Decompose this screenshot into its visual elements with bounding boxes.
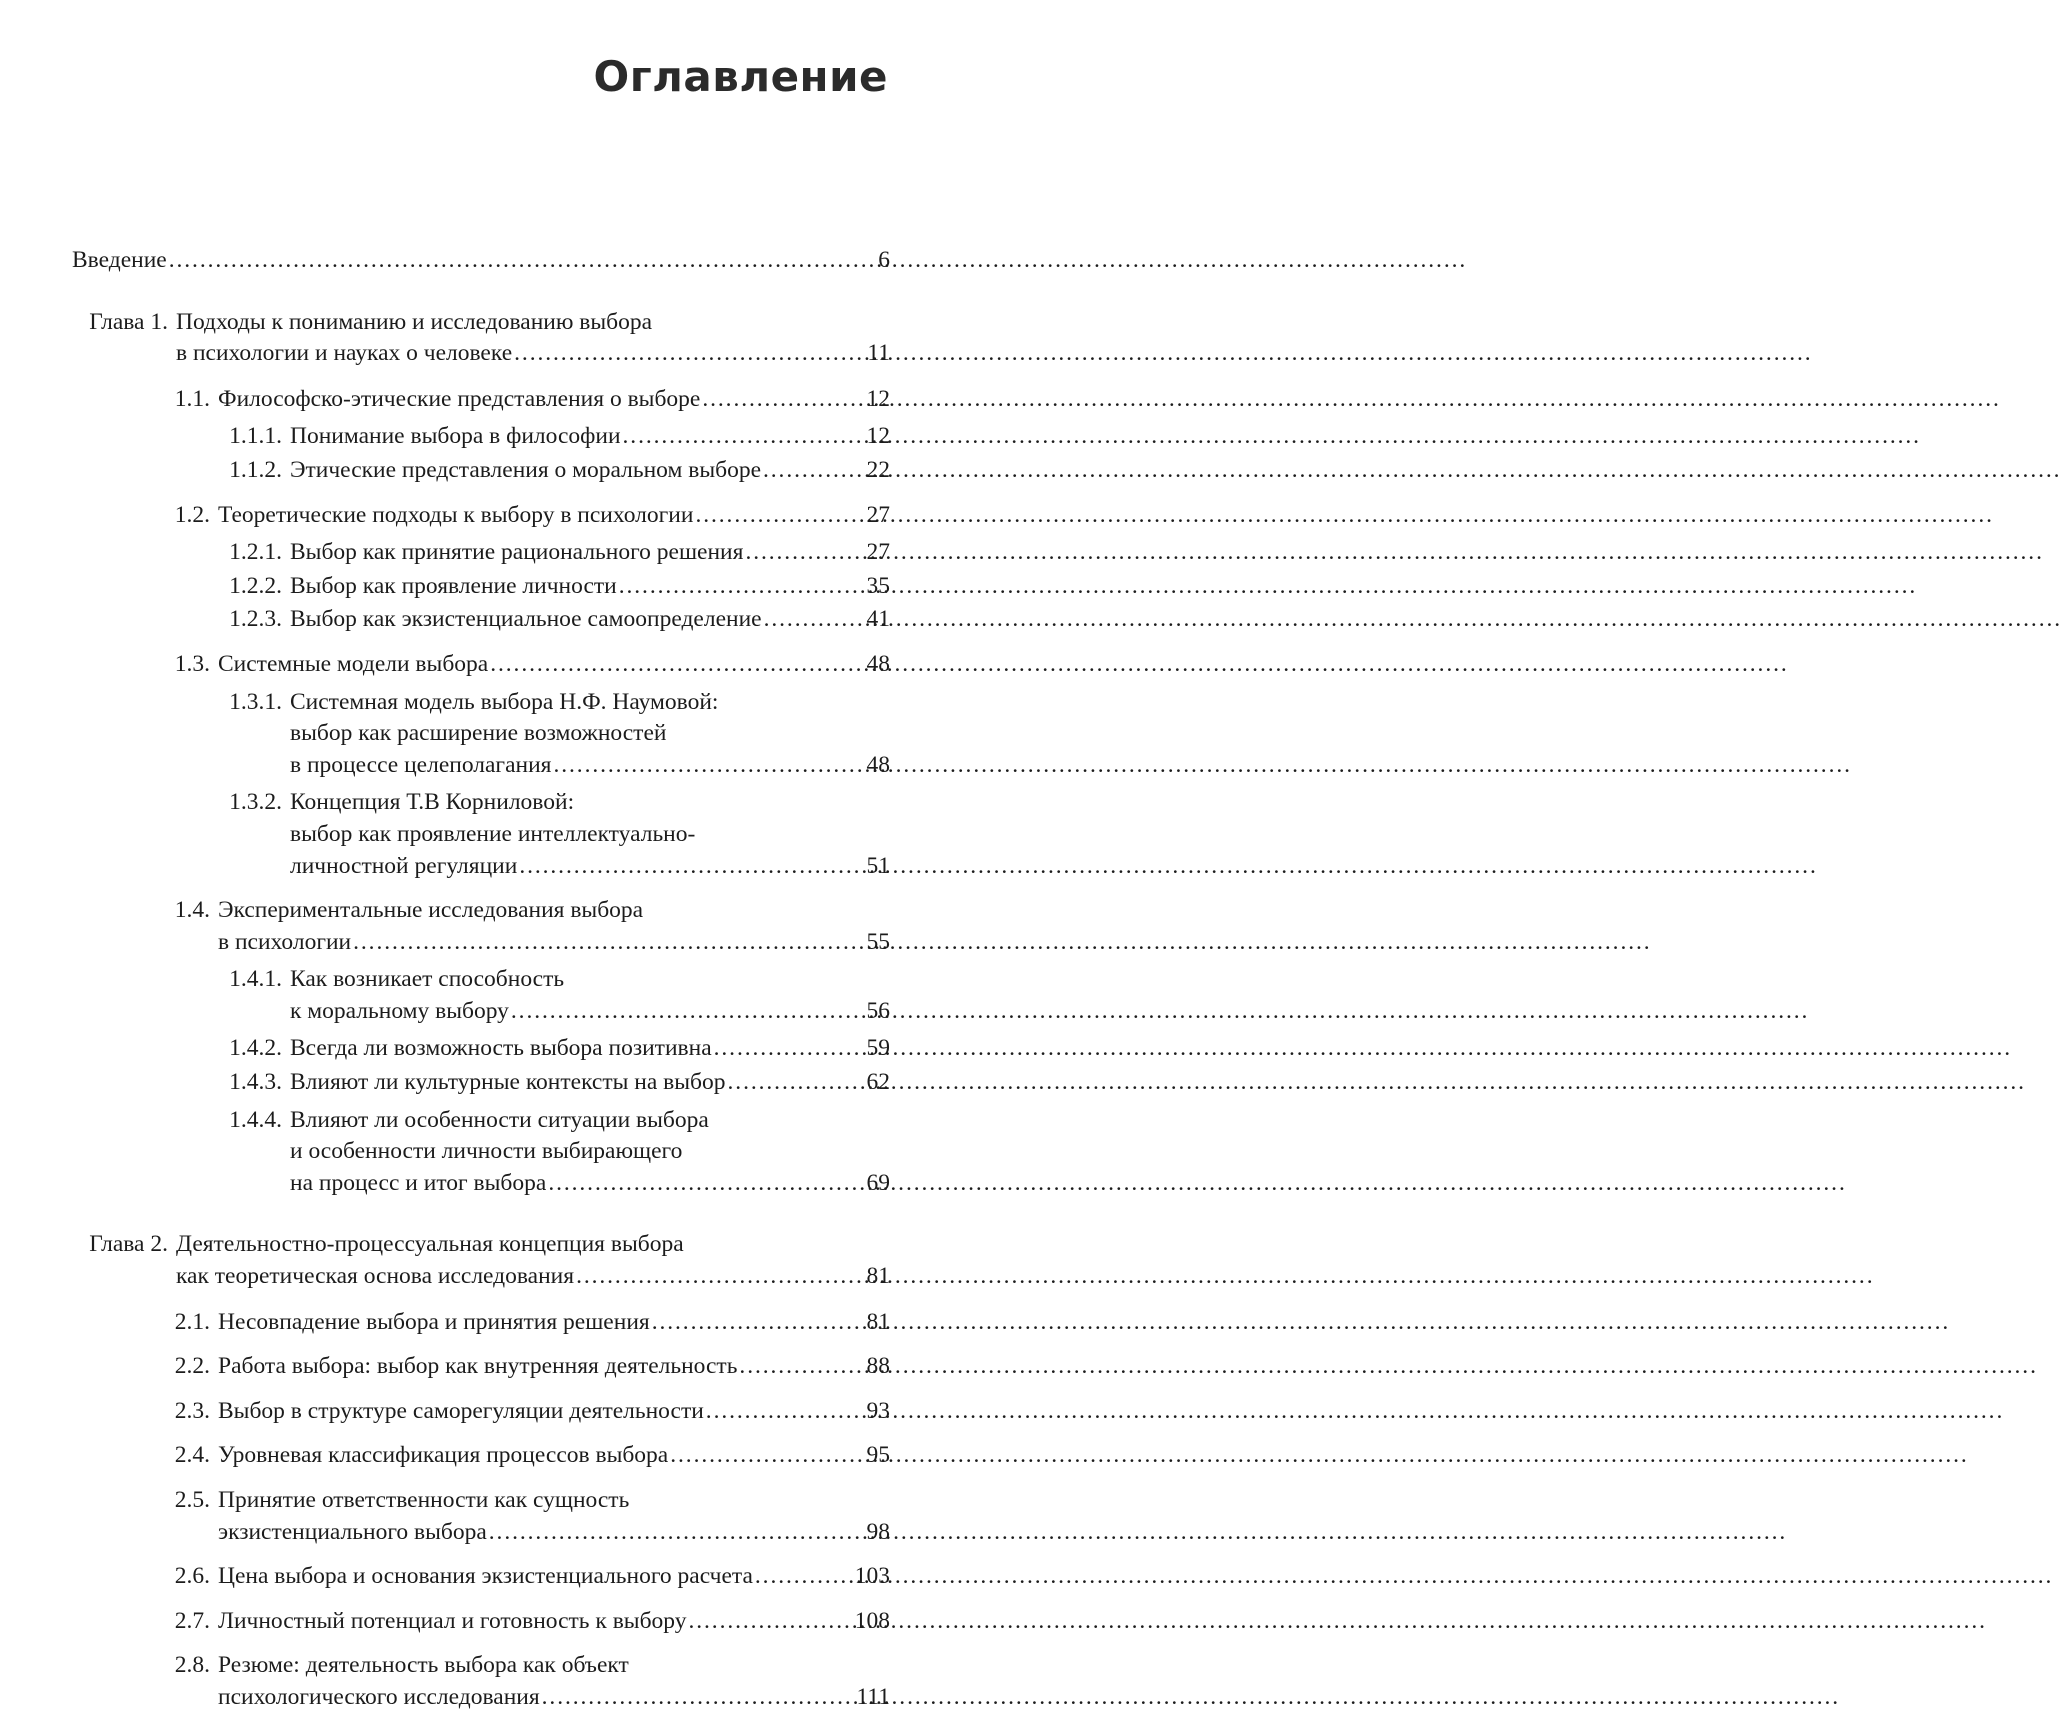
entry-spacer — [72, 1548, 890, 1561]
toc-entry-number: 1.1.2. — [229, 456, 282, 483]
toc-entry-section-1-2-2[interactable] — [72, 571, 890, 603]
toc-entry-label: Личностный потенциал и готовность к выбору — [218, 1607, 687, 1634]
toc-entry-label: Понимание выбора в философии — [290, 423, 621, 450]
toc-entry-number: 1.4.4. — [229, 1106, 282, 1133]
dot-leader — [652, 1307, 853, 1339]
dot-leader — [755, 1561, 852, 1593]
toc-entry-label: Влияют ли культурные контексты на выбор — [290, 1069, 726, 1096]
toc-entry-label: выбор как проявление интеллектуально- — [290, 820, 696, 847]
toc-entry-section-1-4-4[interactable] — [72, 1105, 890, 1200]
toc-line — [72, 1261, 890, 1293]
toc-entry-number: 1.4.2. — [229, 1035, 282, 1062]
toc-entry-number: 2.3. — [174, 1397, 210, 1424]
toc-entry-label: Работа выбора: выбор как внутренняя деятельность — [218, 1353, 738, 1380]
dot-leader — [728, 1067, 853, 1099]
toc-line — [72, 1606, 890, 1638]
dot-leader — [763, 455, 853, 487]
dot-leader — [489, 1517, 853, 1549]
entry-spacer — [72, 487, 890, 500]
entry-spacer — [72, 882, 890, 895]
entry-spacer — [72, 1338, 890, 1351]
toc-page-number: 55 — [866, 928, 890, 955]
toc-page-number: 69 — [866, 1169, 890, 1196]
dot-leader — [619, 571, 853, 603]
toc-entry-section-2-3[interactable] — [72, 1396, 890, 1428]
toc-entry-section-2-7[interactable] — [72, 1606, 890, 1638]
toc-line — [72, 571, 890, 603]
toc-entry-label: психологического исследования — [218, 1683, 540, 1710]
toc-line — [72, 996, 890, 1028]
toc-entry-label: Всегда ли возможность выбора позитивна — [290, 1035, 712, 1062]
toc-entry-chapter-1[interactable] — [72, 307, 890, 370]
toc-entry-number: 1.2.2. — [229, 572, 282, 599]
toc-line — [72, 687, 890, 719]
toc-line — [72, 1033, 890, 1065]
toc-entry-label: как теоретическая основа исследования — [176, 1263, 575, 1290]
toc-line — [72, 1517, 890, 1549]
toc-entry-label: Концепция Т.В Корниловой: — [290, 789, 575, 816]
toc-line — [72, 1307, 890, 1339]
toc-entry-number: 1.1.1. — [229, 423, 282, 450]
toc-entry-label: Этические представления о моральном выборе — [290, 456, 761, 483]
toc-entry-label: Экспериментальные исследования выбора — [218, 897, 644, 924]
toc-line — [72, 384, 890, 416]
toc-page-number: 27 — [866, 539, 890, 566]
toc-entry-section-2-4[interactable] — [72, 1440, 890, 1472]
toc-entry-section-1-1[interactable] — [72, 384, 890, 416]
toc-entry-label: личностной регуляции — [290, 852, 518, 879]
toc-entry-number: 2.1. — [174, 1308, 210, 1335]
toc-line — [72, 338, 890, 370]
toc-entry-number: 1.4.3. — [229, 1069, 282, 1096]
dot-leader — [553, 750, 853, 782]
toc-entry-section-2-8[interactable] — [72, 1650, 890, 1713]
toc-entry-number: 2.5. — [174, 1487, 210, 1513]
toc-entry-number: 2.7. — [174, 1607, 210, 1634]
toc-entry-section-1-1-2[interactable] — [72, 455, 890, 487]
toc-line — [72, 851, 890, 883]
dot-leader — [353, 927, 853, 959]
toc-entry-section-1-3-1[interactable] — [72, 687, 890, 782]
toc-entry-section-1-2-1[interactable] — [72, 537, 890, 569]
toc-entry-section-2-5[interactable] — [72, 1485, 890, 1548]
toc-entry-label: Как возникает способность — [290, 966, 565, 993]
toc-page-number: 11 — [867, 340, 890, 367]
toc-line — [72, 1650, 890, 1682]
toc-entry-label: Резюме: деятельность выбора как объект — [218, 1652, 629, 1679]
toc-page-number: 51 — [866, 852, 890, 879]
toc-entry-section-1-4-1[interactable] — [72, 964, 890, 1027]
toc-line — [72, 718, 890, 750]
toc-entry-section-1-4[interactable] — [72, 895, 890, 958]
toc-entry-label: Деятельностно-процессуальная концепция выбора — [176, 1231, 684, 1258]
entry-spacer — [72, 1472, 890, 1485]
toc-line — [72, 421, 890, 453]
toc-entry-label: экзистенциального выбора — [218, 1518, 487, 1545]
toc-entry-label: выбор как расширение возможностей — [290, 720, 667, 747]
toc-entry-label: Системная модель выбора Н.Ф. Наумовой: — [290, 688, 719, 715]
entry-spacer — [72, 277, 890, 307]
toc-entry-section-1-4-2[interactable] — [72, 1033, 890, 1065]
toc-entry-label: Подходы к пониманию и исследованию выбора — [176, 308, 653, 335]
entry-spacer — [72, 1593, 890, 1606]
toc-page-number: 111 — [856, 1683, 890, 1710]
toc-line — [72, 787, 890, 819]
toc-page-number: 12 — [866, 423, 890, 450]
entry-spacer — [72, 1293, 890, 1307]
toc-entry-label: Цена выбора и основания экзистенциального расчета — [218, 1563, 753, 1590]
toc-line — [72, 1682, 890, 1714]
toc-entry-number: 1.4.1. — [229, 966, 282, 993]
toc-entry-label: Выбор как принятие рационального решения — [290, 539, 744, 566]
toc-entry-number: 1.3.1. — [229, 688, 282, 715]
entry-spacer — [72, 636, 890, 649]
toc-entry-number: 1.4. — [174, 897, 210, 924]
dot-leader — [695, 500, 853, 532]
toc-line — [72, 750, 890, 782]
toc-entry-section-1-1-1[interactable] — [72, 421, 890, 453]
dot-leader — [706, 1396, 853, 1428]
toc-page-number: 95 — [866, 1442, 890, 1469]
entry-spacer — [72, 370, 890, 384]
toc-entry-section-2-1[interactable] — [72, 1307, 890, 1339]
entry-spacer — [72, 1199, 890, 1229]
toc-line — [72, 307, 890, 339]
toc-entry-label: в психологии и науках о человеке — [176, 340, 513, 367]
toc-page-number: 56 — [866, 997, 890, 1024]
dot-leader — [764, 604, 853, 636]
toc-entry-label: на процесс и итог выбора — [290, 1169, 547, 1196]
toc-page-number: 27 — [866, 501, 890, 528]
toc-page-number: 59 — [866, 1035, 890, 1062]
dot-leader — [714, 1033, 853, 1065]
toc-page-number: 41 — [866, 606, 890, 633]
toc-entry-label: Теоретические подходы к выбору в психологии — [218, 501, 694, 528]
toc-entry-section-1-4-3[interactable] — [72, 1067, 890, 1099]
toc-page-number: 35 — [866, 572, 890, 599]
toc-entry-number: 2.4. — [174, 1442, 210, 1469]
toc-page-number: 48 — [866, 650, 890, 677]
toc-line — [72, 1440, 890, 1472]
toc-entry-introduction[interactable] — [72, 245, 890, 277]
toc-entry-label: и особенности личности выбирающего — [290, 1138, 683, 1165]
toc-line — [72, 455, 890, 487]
toc-line — [72, 1485, 890, 1517]
dot-leader — [519, 851, 853, 883]
toc-line — [72, 1561, 890, 1593]
toc-line — [72, 1168, 890, 1200]
toc-page-number: 88 — [866, 1353, 890, 1380]
toc-page-number: 62 — [866, 1069, 890, 1096]
toc-line — [72, 1105, 890, 1137]
toc-line — [72, 1351, 890, 1383]
toc-page-number: 12 — [866, 385, 890, 412]
page-title: Оглавление — [593, 52, 888, 101]
entry-spacer — [72, 1383, 890, 1396]
table-of-contents — [72, 245, 890, 1714]
toc-entry-chapter-2[interactable] — [72, 1229, 890, 1292]
toc-entry-number: Глава 1. — [89, 308, 168, 335]
toc-line — [72, 1229, 890, 1261]
dot-leader — [739, 1351, 853, 1383]
toc-entry-section-1-3-2[interactable] — [72, 787, 890, 882]
toc-line — [72, 1136, 890, 1168]
entry-spacer — [72, 1637, 890, 1650]
toc-page-number: 108 — [854, 1607, 890, 1634]
toc-entry-label: Влияют ли особенности ситуации выбора — [290, 1106, 709, 1133]
toc-entry-label: Философско-этические представления о выборе — [218, 385, 701, 412]
toc-entry-number: 1.2.3. — [229, 606, 282, 633]
toc-entry-label: Выбор в структуре саморегуляции деятельности — [218, 1397, 704, 1424]
toc-line — [72, 1067, 890, 1099]
toc-page — [0, 0, 1000, 1710]
toc-line — [72, 964, 890, 996]
dot-leader — [548, 1168, 853, 1200]
toc-entry-label: Введение — [72, 247, 167, 273]
toc-entry-label: Системные модели выбора — [218, 650, 489, 677]
dot-leader — [511, 996, 853, 1028]
toc-line — [72, 604, 890, 636]
dot-leader — [576, 1261, 853, 1293]
toc-entry-number: 2.6. — [174, 1563, 210, 1590]
toc-page-number: 48 — [866, 751, 890, 778]
toc-entry-number: Глава 2. — [89, 1231, 168, 1258]
toc-line — [72, 895, 890, 927]
toc-entry-section-1-3[interactable] — [72, 649, 890, 681]
dot-leader — [623, 421, 853, 453]
toc-page-number: 98 — [866, 1518, 890, 1545]
toc-entry-number: 1.2.1. — [229, 539, 282, 566]
toc-entry-section-2-2[interactable] — [72, 1351, 890, 1383]
toc-entry-number: 2.2. — [174, 1353, 210, 1380]
toc-entry-number: 2.8. — [174, 1652, 210, 1679]
toc-entry-section-1-2-3[interactable] — [72, 604, 890, 636]
toc-line — [72, 819, 890, 851]
toc-entry-label: Уровневая классификация процессов выбора — [218, 1442, 669, 1469]
dot-leader — [745, 537, 853, 569]
toc-entry-number: 1.1. — [174, 385, 210, 412]
toc-page-number: 81 — [866, 1263, 890, 1290]
dot-leader — [490, 649, 853, 681]
toc-page-number: 81 — [866, 1308, 890, 1335]
toc-entry-number: 1.3. — [174, 650, 210, 677]
toc-page-number: 6 — [878, 247, 890, 273]
toc-line — [72, 927, 890, 959]
toc-page-number: 103 — [854, 1563, 890, 1590]
entry-spacer — [72, 1427, 890, 1440]
toc-line — [72, 649, 890, 681]
dot-leader — [670, 1440, 853, 1472]
toc-entry-label: Выбор как проявление личности — [290, 572, 617, 599]
toc-entry-label: в процессе целеполагания — [290, 751, 552, 778]
dot-leader — [702, 384, 853, 416]
dot-leader — [169, 245, 853, 277]
dot-leader — [688, 1606, 851, 1638]
toc-line — [72, 245, 890, 277]
toc-entry-section-2-6[interactable] — [72, 1561, 890, 1593]
toc-page-number: 22 — [866, 456, 890, 483]
toc-page-number: 93 — [866, 1397, 890, 1424]
toc-entry-label: Принятие ответственности как сущность — [218, 1487, 630, 1513]
dot-leader — [542, 1682, 853, 1714]
toc-entry-label: к моральному выбору — [290, 997, 509, 1024]
toc-line — [72, 1396, 890, 1428]
toc-entry-section-1-2[interactable] — [72, 500, 890, 532]
toc-entry-label: Несовпадение выбора и принятия решения — [218, 1308, 650, 1335]
toc-entry-label: в психологии — [218, 928, 352, 955]
toc-entry-label: Выбор как экзистенциальное самоопределение — [290, 606, 762, 633]
toc-entry-number: 1.2. — [174, 501, 210, 528]
dot-leader — [514, 338, 853, 370]
toc-line — [72, 537, 890, 569]
toc-entry-number: 1.3.2. — [229, 789, 282, 816]
toc-line — [72, 500, 890, 532]
